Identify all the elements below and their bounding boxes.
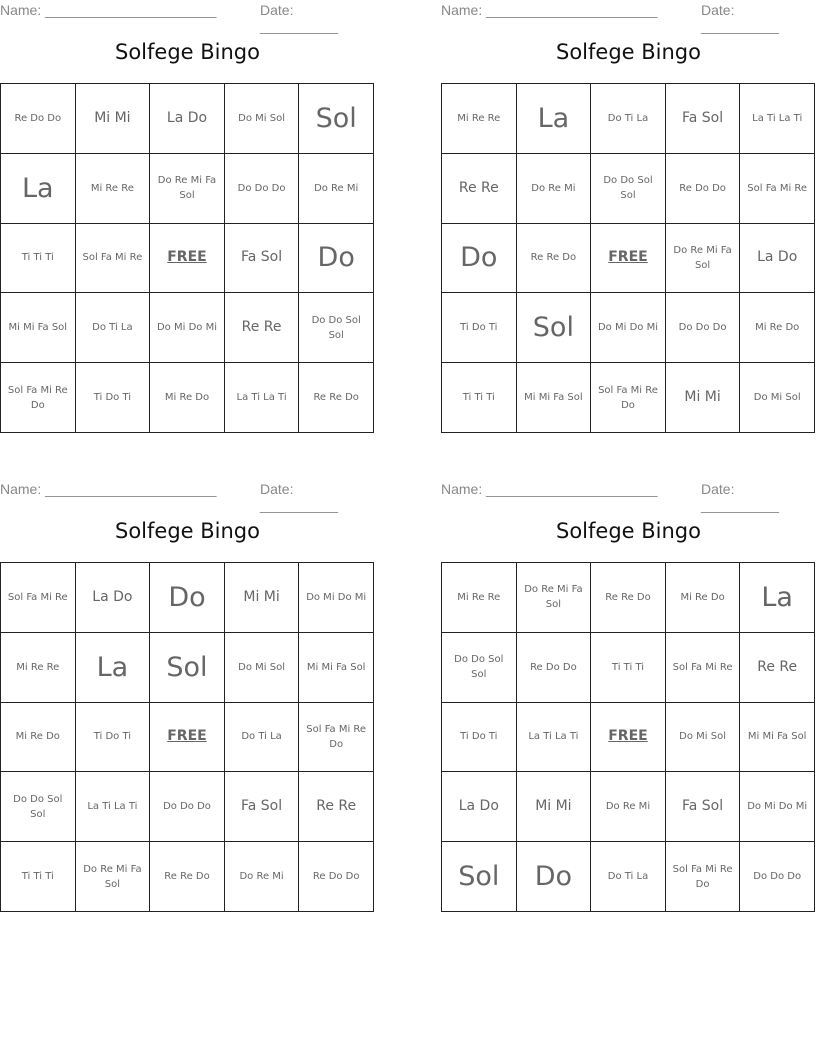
bingo-cell: Do Do Sol Sol	[1, 772, 76, 842]
bingo-cell: La	[516, 84, 591, 154]
bingo-cell: Do	[299, 223, 374, 293]
bingo-cell: Sol	[299, 84, 374, 154]
bingo-cell: Mi Mi Fa Sol	[740, 702, 815, 772]
date-field-label: Date: __________	[260, 2, 338, 34]
bingo-row	[442, 223, 815, 293]
card-title: Solfege Bingo	[556, 40, 701, 64]
bingo-row	[1, 702, 374, 772]
name-field-label: Name: ______________________	[441, 2, 658, 18]
bingo-cell: Ti Do Ti	[75, 363, 150, 433]
bingo-cell: La	[1, 153, 76, 223]
bingo-cell: Mi Mi	[516, 772, 591, 842]
bingo-cell: La Ti La Ti	[224, 363, 299, 433]
bingo-cell: Ti Do Ti	[442, 702, 517, 772]
bingo-cell: Do Do Do	[224, 153, 299, 223]
name-field-label: Name: ______________________	[0, 2, 217, 18]
bingo-cell: Do Re Mi	[591, 772, 666, 842]
bingo-cell: Do Ti La	[591, 84, 666, 154]
bingo-cell: La	[75, 632, 150, 702]
bingo-row	[1, 153, 374, 223]
bingo-cell: Do	[516, 842, 591, 912]
bingo-cell: Fa Sol	[224, 223, 299, 293]
bingo-grid	[0, 83, 374, 433]
bingo-cell: Fa Sol	[665, 772, 740, 842]
bingo-row	[442, 153, 815, 223]
bingo-row	[442, 702, 815, 772]
bingo-cell: Fa Sol	[224, 772, 299, 842]
bingo-cell: Sol	[442, 842, 517, 912]
bingo-cell: Re Re Do	[150, 842, 225, 912]
bingo-cell: Do Do Do	[150, 772, 225, 842]
bingo-cell: Do Re Mi Fa Sol	[150, 153, 225, 223]
bingo-card-2	[441, 0, 816, 411]
bingo-cell: Re Re	[299, 772, 374, 842]
bingo-cell: Do Re Mi Fa Sol	[516, 563, 591, 633]
bingo-row	[1, 563, 374, 633]
bingo-grid	[441, 562, 815, 912]
bingo-row	[1, 293, 374, 363]
bingo-cell: Do Re Mi	[224, 842, 299, 912]
bingo-cell: Mi Mi Fa Sol	[1, 293, 76, 363]
bingo-cell: Do Re Mi Fa Sol	[75, 842, 150, 912]
bingo-cell: Mi Mi	[665, 363, 740, 433]
bingo-cell: Do	[150, 563, 225, 633]
bingo-row	[442, 632, 815, 702]
free-space-cell: FREE	[150, 223, 225, 293]
bingo-cell: Do Mi Sol	[740, 363, 815, 433]
bingo-cell: Sol	[516, 293, 591, 363]
bingo-cell: La Ti La Ti	[740, 84, 815, 154]
bingo-cell: La	[740, 563, 815, 633]
bingo-cell: Do Re Mi	[516, 153, 591, 223]
date-field-label: Date: __________	[260, 481, 338, 513]
bingo-card-3	[0, 479, 375, 890]
bingo-row	[442, 293, 815, 363]
bingo-cell: Do Do Sol Sol	[442, 632, 517, 702]
bingo-card-4	[441, 479, 816, 893]
bingo-cell: Do Re Mi Fa Sol	[665, 223, 740, 293]
bingo-cell: Do Mi Sol	[665, 702, 740, 772]
bingo-card-1	[0, 0, 375, 411]
free-space-cell: FREE	[150, 702, 225, 772]
card-header	[441, 481, 816, 513]
bingo-cell: Mi Re Re	[442, 563, 517, 633]
bingo-cell: Re Re	[740, 632, 815, 702]
bingo-cell: Do Mi Do Mi	[740, 772, 815, 842]
bingo-cell: Mi Re Do	[665, 563, 740, 633]
bingo-cell: Re Re	[442, 153, 517, 223]
bingo-cell: Do Do Sol Sol	[591, 153, 666, 223]
bingo-cell: Do Mi Do Mi	[591, 293, 666, 363]
bingo-cell: Mi Re Re	[75, 153, 150, 223]
bingo-cell: Mi Re Do	[740, 293, 815, 363]
bingo-row	[442, 84, 815, 154]
bingo-cell: Ti Do Ti	[442, 293, 517, 363]
bingo-cell: Ti Ti Ti	[442, 363, 517, 433]
bingo-cell: Do Ti La	[75, 293, 150, 363]
bingo-cell: Re Do Do	[299, 842, 374, 912]
card-title: Solfege Bingo	[556, 519, 701, 543]
bingo-cell: Do Do Do	[740, 842, 815, 912]
bingo-grid	[0, 562, 374, 912]
bingo-cell: Sol Fa Mi Re	[665, 632, 740, 702]
bingo-cell: Sol Fa Mi Re Do	[299, 702, 374, 772]
bingo-cell: Re Do Do	[516, 632, 591, 702]
bingo-cell: La Ti La Ti	[75, 772, 150, 842]
bingo-cell: Mi Mi	[75, 84, 150, 154]
bingo-cell: Do Ti La	[591, 842, 666, 912]
bingo-cell: Mi Re Do	[1, 702, 76, 772]
bingo-cell: Fa Sol	[665, 84, 740, 154]
bingo-cell: Sol Fa Mi Re Do	[665, 842, 740, 912]
date-field-label: Date: __________	[701, 2, 779, 34]
bingo-cell: La Do	[442, 772, 517, 842]
bingo-grid	[441, 83, 815, 433]
bingo-cell: Sol Fa Mi Re Do	[591, 363, 666, 433]
name-field-label: Name: ______________________	[0, 481, 217, 497]
bingo-cell: Mi Re Re	[442, 84, 517, 154]
bingo-cell: Do Re Mi	[299, 153, 374, 223]
bingo-cell: Sol Fa Mi Re	[75, 223, 150, 293]
bingo-cell: La Ti La Ti	[516, 702, 591, 772]
card-title: Solfege Bingo	[115, 519, 260, 543]
card-title: Solfege Bingo	[115, 40, 260, 64]
bingo-cell: Re Do Do	[665, 153, 740, 223]
bingo-cell: Re Re Do	[591, 563, 666, 633]
bingo-cell: Do Ti La	[224, 702, 299, 772]
bingo-row	[442, 363, 815, 433]
bingo-cell: Do Mi Sol	[224, 632, 299, 702]
bingo-cell: La Do	[75, 563, 150, 633]
bingo-cell: Mi Mi Fa Sol	[516, 363, 591, 433]
bingo-cell: Ti Do Ti	[75, 702, 150, 772]
bingo-cell: Re Re	[224, 293, 299, 363]
bingo-row	[1, 84, 374, 154]
bingo-cell: Sol Fa Mi Re	[1, 563, 76, 633]
bingo-row	[442, 772, 815, 842]
free-space-cell: FREE	[591, 223, 666, 293]
bingo-row	[1, 772, 374, 842]
bingo-cell: La Do	[150, 84, 225, 154]
bingo-cell: Ti Ti Ti	[591, 632, 666, 702]
bingo-cell: Mi Re Do	[150, 363, 225, 433]
bingo-cell: Re Re Do	[516, 223, 591, 293]
bingo-cell: Do	[442, 223, 517, 293]
bingo-cell: Sol	[150, 632, 225, 702]
bingo-cell: Re Do Do	[1, 84, 76, 154]
date-field-label: Date: __________	[701, 481, 779, 513]
card-header	[0, 2, 375, 34]
card-header	[0, 481, 375, 513]
bingo-cell: La Do	[740, 223, 815, 293]
bingo-row	[442, 842, 815, 912]
bingo-cell: Mi Re Re	[1, 632, 76, 702]
bingo-cell: Do Mi Do Mi	[299, 563, 374, 633]
card-header	[441, 2, 816, 34]
bingo-cell: Re Re Do	[299, 363, 374, 433]
bingo-cell: Mi Mi Fa Sol	[299, 632, 374, 702]
bingo-cell: Do Mi Do Mi	[150, 293, 225, 363]
bingo-cell: Ti Ti Ti	[1, 223, 76, 293]
bingo-row	[442, 563, 815, 633]
bingo-cell: Sol Fa Mi Re Do	[1, 363, 76, 433]
bingo-row	[1, 842, 374, 912]
name-field-label: Name: ______________________	[441, 481, 658, 497]
bingo-row	[1, 632, 374, 702]
bingo-cell: Do Do Sol Sol	[299, 293, 374, 363]
bingo-cell: Sol Fa Mi Re	[740, 153, 815, 223]
bingo-cell: Mi Mi	[224, 563, 299, 633]
bingo-cell: Ti Ti Ti	[1, 842, 76, 912]
bingo-row	[1, 363, 374, 433]
free-space-cell: FREE	[591, 702, 666, 772]
bingo-row	[1, 223, 374, 293]
bingo-cell: Do Mi Sol	[224, 84, 299, 154]
bingo-cell: Do Do Do	[665, 293, 740, 363]
